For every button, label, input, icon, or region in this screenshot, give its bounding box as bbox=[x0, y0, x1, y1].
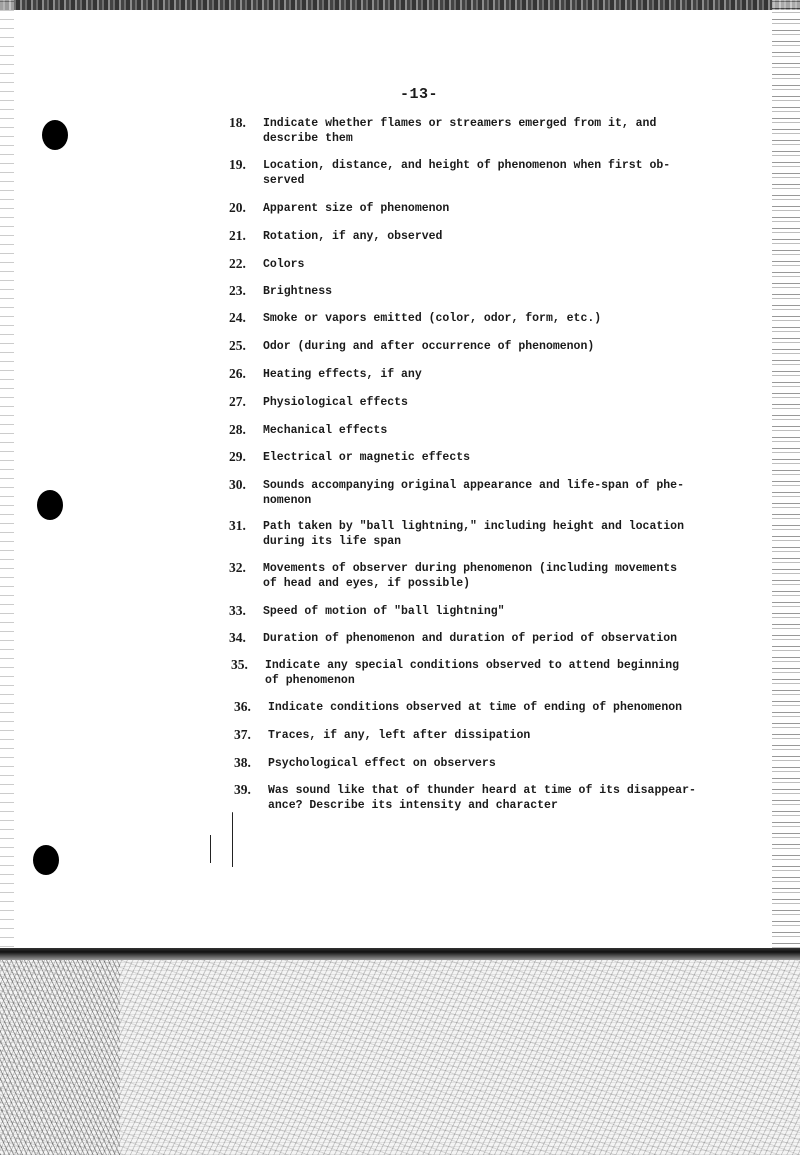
item-text: Rotation, if any, observed bbox=[263, 230, 443, 243]
list-item bbox=[234, 783, 694, 813]
scan-left-edge bbox=[0, 0, 14, 950]
item-number: 31. bbox=[229, 518, 246, 533]
item-number: 34. bbox=[229, 630, 246, 645]
item-number: 23. bbox=[229, 283, 246, 298]
item-text: Path taken by "ball lightning," including height and location during its life span bbox=[263, 520, 684, 548]
scan-bottom-band bbox=[0, 948, 800, 960]
item-number: 19. bbox=[229, 157, 246, 172]
item-number: 26. bbox=[229, 366, 246, 381]
list-item bbox=[229, 450, 689, 465]
item-number: 36. bbox=[234, 699, 251, 714]
item-number: 32. bbox=[229, 560, 246, 575]
punch-hole-middle bbox=[37, 490, 63, 520]
item-number: 28. bbox=[229, 422, 246, 437]
list-item bbox=[229, 257, 689, 272]
item-number: 20. bbox=[229, 200, 246, 215]
item-text: Indicate any special conditions observed to attend beginning of phenomenon bbox=[265, 659, 680, 687]
scan-right-edge bbox=[772, 0, 800, 950]
item-number: 24. bbox=[229, 310, 246, 325]
item-number: 25. bbox=[229, 338, 246, 353]
scan-noise-left bbox=[0, 960, 120, 1155]
item-text: Smoke or vapors emitted (color, odor, form, etc.) bbox=[263, 312, 602, 325]
margin-tick-mark bbox=[210, 835, 211, 863]
list-item bbox=[229, 631, 689, 646]
list-item bbox=[229, 158, 689, 188]
list-item bbox=[229, 367, 689, 382]
list-item bbox=[229, 284, 689, 299]
item-text: Speed of motion of "ball lightning" bbox=[263, 605, 505, 618]
list-item bbox=[229, 395, 689, 410]
item-text: Indicate conditions observed at time of ending of phenomenon bbox=[268, 701, 683, 714]
item-text: Apparent size of phenomenon bbox=[263, 202, 450, 215]
item-text: Odor (during and after occurrence of phenomenon) bbox=[263, 340, 595, 353]
list-item bbox=[229, 423, 689, 438]
item-number: 39. bbox=[234, 782, 251, 797]
item-text: Psychological effect on observers bbox=[268, 757, 496, 770]
scan-noise-area bbox=[0, 960, 800, 1155]
item-number: 35. bbox=[231, 657, 248, 672]
list-item bbox=[229, 478, 689, 508]
item-number: 22. bbox=[229, 256, 246, 271]
page-number: -13- bbox=[400, 86, 439, 103]
list-item bbox=[234, 756, 694, 771]
list-item bbox=[229, 201, 689, 216]
list-item bbox=[229, 604, 689, 619]
item-number: 38. bbox=[234, 755, 251, 770]
list-item bbox=[231, 658, 691, 688]
item-number: 27. bbox=[229, 394, 246, 409]
item-text: Physiological effects bbox=[263, 396, 408, 409]
item-text: Indicate whether flames or streamers emerged from it, and describe them bbox=[263, 117, 657, 145]
item-text: Traces, if any, left after dissipation bbox=[268, 729, 531, 742]
item-text: Electrical or magnetic effects bbox=[263, 451, 471, 464]
item-number: 21. bbox=[229, 228, 246, 243]
scan-top-edge bbox=[0, 0, 800, 10]
item-text: Movements of observer during phenomenon (including movements of head and eyes, if possible) bbox=[263, 562, 678, 590]
list-item bbox=[229, 339, 689, 354]
item-text: Mechanical effects bbox=[263, 424, 388, 437]
item-text: Colors bbox=[263, 258, 305, 271]
list-item bbox=[229, 116, 689, 146]
item-number: 29. bbox=[229, 449, 246, 464]
punch-hole-bottom bbox=[33, 845, 59, 875]
item-text: Location, distance, and height of phenomenon when first ob- served bbox=[263, 159, 671, 187]
item-text: Heating effects, if any bbox=[263, 368, 422, 381]
list-item bbox=[229, 519, 689, 549]
item-text: Sounds accompanying original appearance and life-span of phe- nomenon bbox=[263, 479, 684, 507]
item-text: Was sound like that of thunder heard at time of its disappear- ance? Describe its intensity and character bbox=[268, 784, 696, 812]
list-item bbox=[229, 561, 689, 591]
list-item bbox=[229, 311, 689, 326]
list-item bbox=[234, 700, 694, 715]
margin-pencil-mark bbox=[232, 812, 233, 867]
item-number: 37. bbox=[234, 727, 251, 742]
list-item bbox=[229, 229, 689, 244]
item-text: Brightness bbox=[263, 285, 333, 298]
item-number: 33. bbox=[229, 603, 246, 618]
list-item bbox=[234, 728, 694, 743]
item-number: 18. bbox=[229, 115, 246, 130]
punch-hole-top bbox=[42, 120, 68, 150]
item-number: 30. bbox=[229, 477, 246, 492]
item-text: Duration of phenomenon and duration of period of observation bbox=[263, 632, 678, 645]
